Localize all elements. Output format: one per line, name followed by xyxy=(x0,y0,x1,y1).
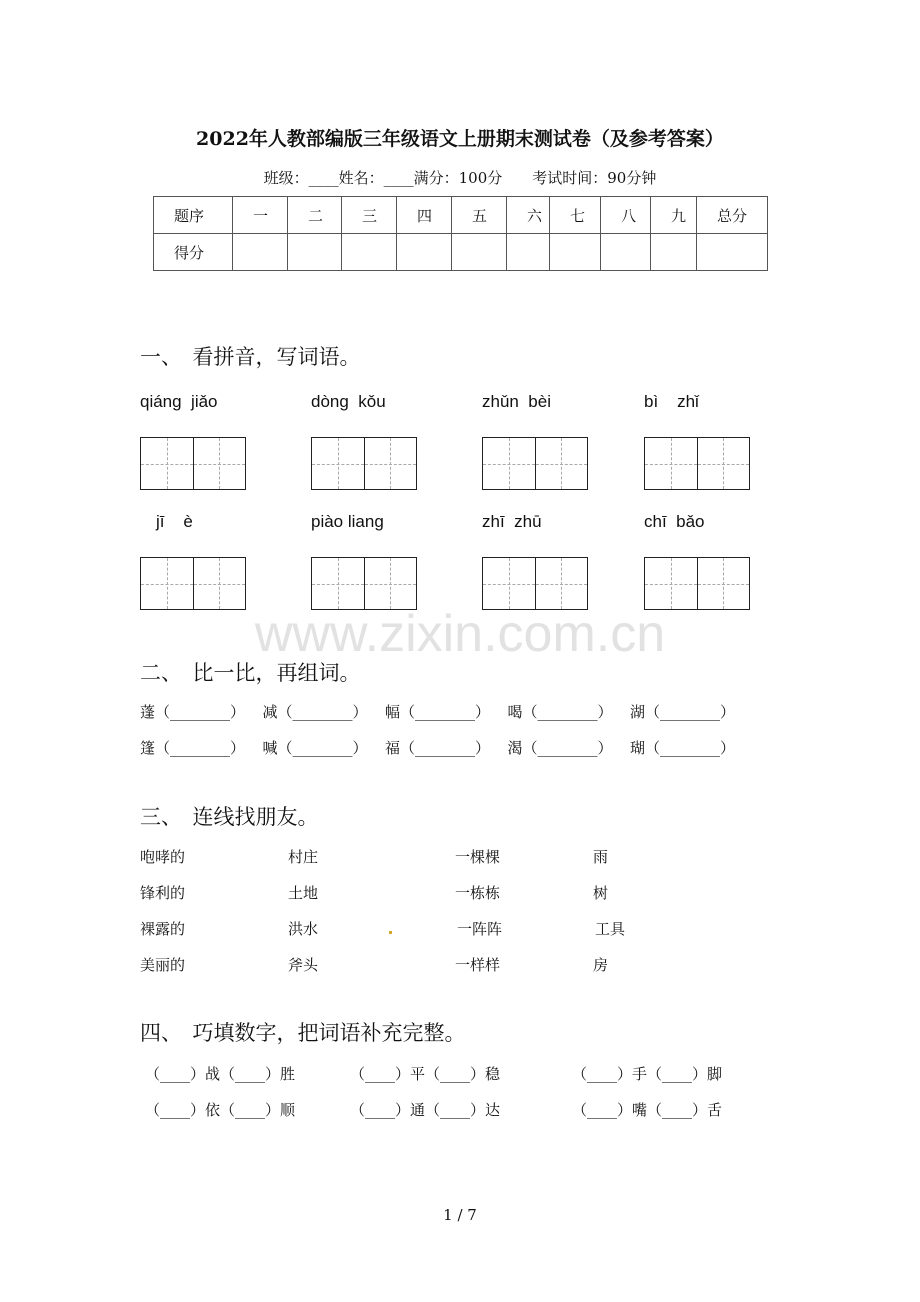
score-table-score-row xyxy=(154,234,768,271)
score-table-header-cell: 五 xyxy=(452,197,507,234)
pinyin-label: zhǔn bèi xyxy=(482,392,551,411)
word-fill-item: 幅（________） xyxy=(385,703,491,721)
match-word: 锋利的 xyxy=(140,884,186,902)
writing-cell xyxy=(698,438,750,489)
score-table-header-cell: 二 xyxy=(288,197,342,234)
writing-cell xyxy=(141,438,194,489)
match-word: 工具 xyxy=(595,920,626,938)
writing-cell xyxy=(645,558,698,609)
match-word: 一样样 xyxy=(455,956,501,974)
score-table-header-cell: 九 xyxy=(651,197,697,234)
writing-cell xyxy=(194,438,246,489)
match-word: 房 xyxy=(593,956,609,974)
writing-cell xyxy=(365,558,417,609)
number-fill-item: （____）通（____）达 xyxy=(350,1101,501,1119)
match-word: 一栋栋 xyxy=(455,884,501,902)
writing-box[interactable] xyxy=(644,437,750,490)
score-cell xyxy=(601,234,651,271)
writing-box[interactable] xyxy=(482,437,588,490)
match-word: 咆哮的 xyxy=(140,848,186,866)
writing-cell xyxy=(483,438,536,489)
writing-cell xyxy=(194,558,246,609)
score-table-header-row xyxy=(154,197,768,234)
score-table-header-cell: 八 xyxy=(601,197,651,234)
student-info-line: 班级：____姓名：____满分：100分 考试时间：90分钟 xyxy=(263,169,657,187)
word-fill-item: 湖（________） xyxy=(630,703,736,721)
stray-dot xyxy=(389,931,392,934)
writing-box[interactable] xyxy=(140,437,246,490)
section-1-heading: 一、 看拼音，写词语。 xyxy=(140,345,361,369)
writing-cell xyxy=(645,438,698,489)
match-word: 土地 xyxy=(288,884,319,902)
writing-box[interactable] xyxy=(482,557,588,610)
score-table-header-cell: 四 xyxy=(397,197,452,234)
pinyin-label: bì zhǐ xyxy=(644,392,699,411)
watermark: www.zixin.com.cn xyxy=(254,605,666,663)
word-fill-item: 蓬（________） xyxy=(140,703,246,721)
match-word: 斧头 xyxy=(288,956,319,974)
pinyin-label: piào liang xyxy=(311,512,384,531)
writing-box[interactable] xyxy=(644,557,750,610)
writing-cell xyxy=(536,558,588,609)
match-word: 树 xyxy=(593,884,609,902)
score-cell xyxy=(697,234,768,271)
pinyin-label: zhī zhū xyxy=(482,512,542,531)
match-word: 村庄 xyxy=(288,848,319,866)
writing-cell xyxy=(365,438,417,489)
writing-cell xyxy=(698,558,750,609)
score-table-header-cell: 七 xyxy=(550,197,601,234)
match-word: 美丽的 xyxy=(140,956,186,974)
score-cell xyxy=(397,234,452,271)
match-word: 裸露的 xyxy=(140,920,186,938)
writing-cell xyxy=(312,558,365,609)
word-fill-item: 篷（________） xyxy=(140,739,246,757)
match-word: 洪水 xyxy=(288,920,319,938)
section-2-heading: 二、 比一比，再组词。 xyxy=(140,661,361,685)
score-table-header-cell: 三 xyxy=(342,197,397,234)
score-table xyxy=(153,196,768,271)
match-word: 一棵棵 xyxy=(455,848,501,866)
writing-cell xyxy=(312,438,365,489)
number-fill-item: （____）战（____）胜 xyxy=(145,1065,296,1083)
word-fill-item: 减（________） xyxy=(262,703,368,721)
writing-cell xyxy=(141,558,194,609)
score-table-header-cell: 总分 xyxy=(697,197,768,234)
writing-box[interactable] xyxy=(140,557,246,610)
word-fill-item: 福（________） xyxy=(385,739,491,757)
score-cell xyxy=(342,234,397,271)
match-word: 一阵阵 xyxy=(457,920,503,938)
writing-box[interactable] xyxy=(311,437,417,490)
score-cell xyxy=(507,234,550,271)
number-fill-item: （____）嘴（____）舌 xyxy=(572,1101,723,1119)
pinyin-label: chī bǎo xyxy=(644,512,705,531)
writing-cell xyxy=(536,438,588,489)
score-cell xyxy=(550,234,601,271)
word-fill-item: 渴（________） xyxy=(507,739,613,757)
pinyin-label: qiáng jiǎo xyxy=(140,392,218,411)
score-table-row-label: 得分 xyxy=(154,234,233,271)
word-fill-item: 喊（________） xyxy=(262,739,368,757)
score-cell xyxy=(651,234,697,271)
word-fill-item: 喝（________） xyxy=(507,703,613,721)
number-fill-item: （____）平（____）稳 xyxy=(350,1065,501,1083)
pinyin-label: jī è xyxy=(156,512,193,531)
score-table-header-cell: 题序 xyxy=(154,197,233,234)
score-cell xyxy=(452,234,507,271)
score-table-header-cell: 一 xyxy=(233,197,288,234)
score-cell xyxy=(233,234,288,271)
score-table-header-cell: 六 xyxy=(507,197,550,234)
number-fill-item: （____）手（____）脚 xyxy=(572,1065,723,1083)
page-number: 1 / 7 xyxy=(443,1206,477,1224)
writing-cell xyxy=(483,558,536,609)
word-fill-item: 瑚（________） xyxy=(630,739,736,757)
section-3-heading: 三、 连线找朋友。 xyxy=(140,805,319,829)
section-4-heading: 四、 巧填数字，把词语补充完整。 xyxy=(140,1021,466,1045)
pinyin-label: dòng kǒu xyxy=(311,392,386,411)
score-cell xyxy=(288,234,342,271)
writing-box[interactable] xyxy=(311,557,417,610)
match-word: 雨 xyxy=(593,848,609,866)
page-title: 2022年人教部编版三年级语文上册期末测试卷（及参考答案） xyxy=(196,128,724,150)
number-fill-item: （____）依（____）顺 xyxy=(145,1101,296,1119)
